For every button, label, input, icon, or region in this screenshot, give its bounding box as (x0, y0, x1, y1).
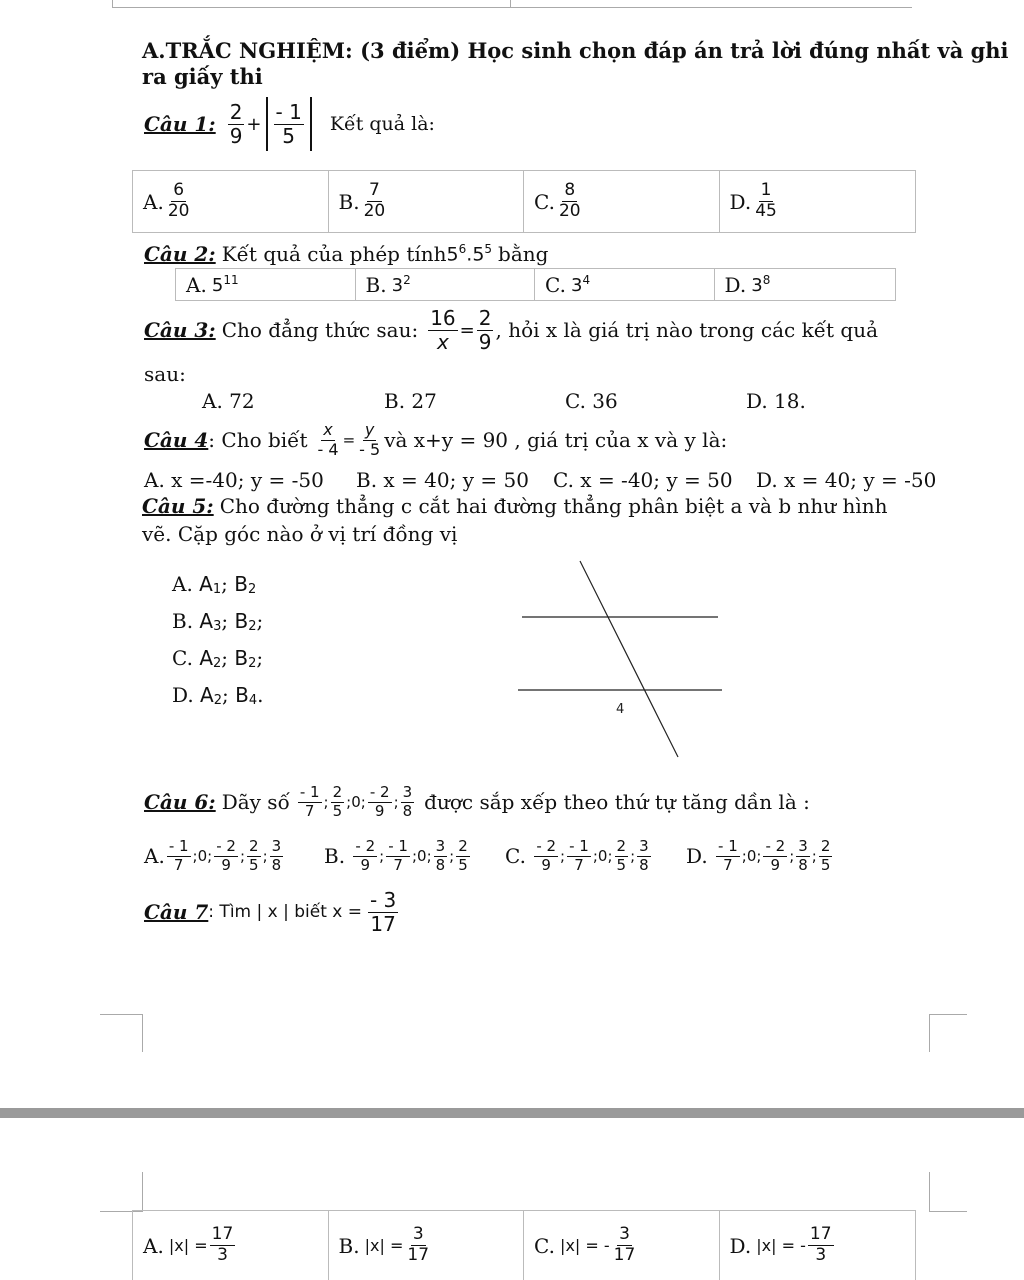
q2-option-a[interactable]: A. $5^{11}$ (176, 269, 356, 300)
q3-text: Cho đẳng thức sau: (221, 318, 419, 342)
question-4: Câu 4 : Cho biết $\frac{x}{- 4}$ = $\frac{y}{- 5}$ và x+y = 90 , giá trị của x và y là: (144, 419, 728, 459)
q2-label: Câu 2: (144, 242, 216, 266)
question-7 (144, 884, 400, 940)
q1-abs-bar-left (266, 97, 268, 151)
q5-line2: vẽ. Cặp góc nào ở vị trí đồng vị (142, 522, 458, 546)
q1-fraction-1: $\frac{2}{9}$ (229, 99, 243, 148)
q7-options-table (132, 1210, 916, 1280)
q3-option-a[interactable]: A. 72 (202, 389, 255, 413)
q4-option-a[interactable]: A. x =-40; y = -50 (144, 468, 324, 492)
q7-option-a[interactable]: A. |x| = $\frac{17}{3}$ (133, 1211, 329, 1280)
question-5 (142, 494, 888, 518)
q2-option-b[interactable]: B. $3^2$ (356, 269, 536, 300)
q3-fraction-2: $\frac{2}{9}$ (478, 305, 492, 354)
question-6 (144, 776, 810, 828)
q5-text: Cho đường thẳng c cắt hai đường thẳng phân biệt a và b như hình (219, 494, 888, 518)
q3-suffix: , hỏi x là giá trị nào trong các kết quả (495, 318, 879, 342)
q1-options-table (132, 170, 916, 233)
q3-option-b[interactable]: B. 27 (384, 389, 437, 413)
q7-text: : Tìm | x | biết x = (208, 902, 362, 922)
q4-fraction-1: $\frac{x}{- 4}$ (317, 419, 339, 459)
q6-option-c[interactable]: C. $\frac{- 2}{9}$ ; $\frac{- 1}{7}$ ; 0 ; $\frac{2}{5}$ ; $\frac{3}{8}$ (505, 836, 649, 874)
q1-option-a[interactable]: A. $\frac{6}{20}$ (133, 171, 329, 232)
q4-option-d[interactable]: D. x = 40; y = -50 (756, 468, 937, 492)
top-table-bottom (112, 7, 912, 8)
q5-figure (500, 555, 730, 765)
q4-option-b[interactable]: B. x = 40; y = 50 (356, 468, 529, 492)
q4-fraction-2: $\frac{y}{- 5}$ (359, 419, 381, 459)
q6-text: Dãy số (221, 790, 290, 814)
q1-option-d[interactable]: D. $\frac{1}{45}$ (729, 180, 777, 221)
q7-option-b[interactable]: B. |x| = $\frac{3}{17}$ (329, 1211, 525, 1280)
q2-text: Kết quả của phép tính (221, 242, 447, 266)
q1-option-c[interactable]: C. $\frac{8}{20}$ (524, 171, 720, 232)
q4-option-c[interactable]: C. x = -40; y = 50 (553, 468, 733, 492)
section-title-line2: ra giấy thi (142, 64, 263, 89)
page-corner-tr-h (929, 1211, 967, 1212)
q7-option-c[interactable]: C. |x| = - $\frac{3}{17}$ (524, 1211, 720, 1280)
q2-options-table (175, 268, 896, 301)
q6-option-b[interactable]: B. $\frac{- 2}{9}$ ; $\frac{- 1}{7}$ ; 0 ; $\frac{3}{8}$ ; $\frac{2}{5}$ (324, 836, 468, 874)
q2-option-c[interactable]: C. $3^4$ (535, 269, 715, 300)
q3-label: Câu 3: (144, 318, 216, 342)
q5-option-a[interactable]: A. A 1 ; B 2 (172, 572, 257, 597)
question-3: Câu 3: Cho đẳng thức sau: $\frac{16}{x}$ = $\frac{2}{9}$ , hỏi x là giá trị nào trong các kết quả (144, 305, 879, 354)
q1-label: Câu 1: (144, 112, 216, 136)
page-corner-bl-h (100, 1014, 142, 1015)
q6-option-d[interactable]: D. $\frac{- 1}{7}$ ; 0 ; $\frac{- 2}{9}$ ; $\frac{3}{8}$ ; $\frac{2}{5}$ (686, 836, 831, 874)
q3-line2: sau: (144, 362, 186, 386)
q2-expression: $5^6.5^5$ (446, 242, 493, 266)
page-corner-br-h (929, 1014, 967, 1015)
q7-option-d[interactable]: D. |x| = - $\frac{17}{3}$ (729, 1224, 832, 1265)
q3-option-d[interactable]: D. 18. (746, 389, 806, 413)
figure-label-4: 4 (616, 702, 625, 717)
page-corner-tl-v (142, 1172, 143, 1212)
q3-option-c[interactable]: C. 36 (565, 389, 618, 413)
q2-suffix: bằng (498, 242, 549, 266)
q4-text: : Cho biết (208, 428, 308, 452)
page-corner-br-v (929, 1014, 930, 1052)
q1-option-b[interactable]: B. $\frac{7}{20}$ (329, 171, 525, 232)
q4-label: Câu 4 (144, 428, 209, 452)
question-2 (144, 240, 548, 268)
q2-option-d[interactable]: D. $3^8$ (724, 272, 771, 297)
q5-label: Câu 5: (142, 494, 214, 518)
q7-label: Câu 7 (144, 900, 209, 924)
top-table-divider (510, 0, 511, 8)
q4-suffix: và x+y = 90 , giá trị của x và y là: (384, 428, 728, 452)
line-c (580, 561, 678, 757)
q1-plus: + (246, 113, 262, 135)
q7-fraction: $\frac{- 3}{17}$ (369, 887, 397, 936)
q6-sequence: $\frac{- 1}{7}$ ; $\frac{2}{5}$ ; 0 ; $\frac{- 2}{9}$ ; $\frac{3}{8}$ (299, 782, 413, 820)
q6-option-a[interactable]: A. $\frac{- 1}{7}$ ; 0 ; $\frac{- 2}{9}$ ; $\frac{2}{5}$ ; $\frac{3}{8}$ (144, 836, 282, 874)
q1-abs-bar-right (310, 97, 312, 151)
question-1 (144, 94, 435, 154)
page-corner-bl-v (142, 1014, 143, 1052)
q1-suffix: Kết quả là: (329, 113, 435, 135)
page-separator (0, 1108, 1024, 1118)
q6-suffix: được sắp xếp theo thứ tự tăng dần là : (424, 790, 810, 814)
q1-fraction-2: $\frac{- 1}{5}$ (275, 99, 302, 148)
q5-option-c[interactable]: C. A 2 ; B 2 ; (172, 646, 264, 671)
q5-option-d[interactable]: D. A 2 ; B 4 . (172, 683, 264, 708)
section-title: A.TRẮC NGHIỆM: (3 điểm) Học sinh chọn đáp án trả lời đúng nhất và ghi (142, 38, 1009, 63)
q6-label: Câu 6: (144, 790, 216, 814)
page-corner-tr-v (929, 1172, 930, 1212)
q5-option-b[interactable]: B. A 3 ; B 2 ; (172, 609, 264, 634)
q3-fraction-1: $\frac{16}{x}$ (430, 305, 456, 354)
